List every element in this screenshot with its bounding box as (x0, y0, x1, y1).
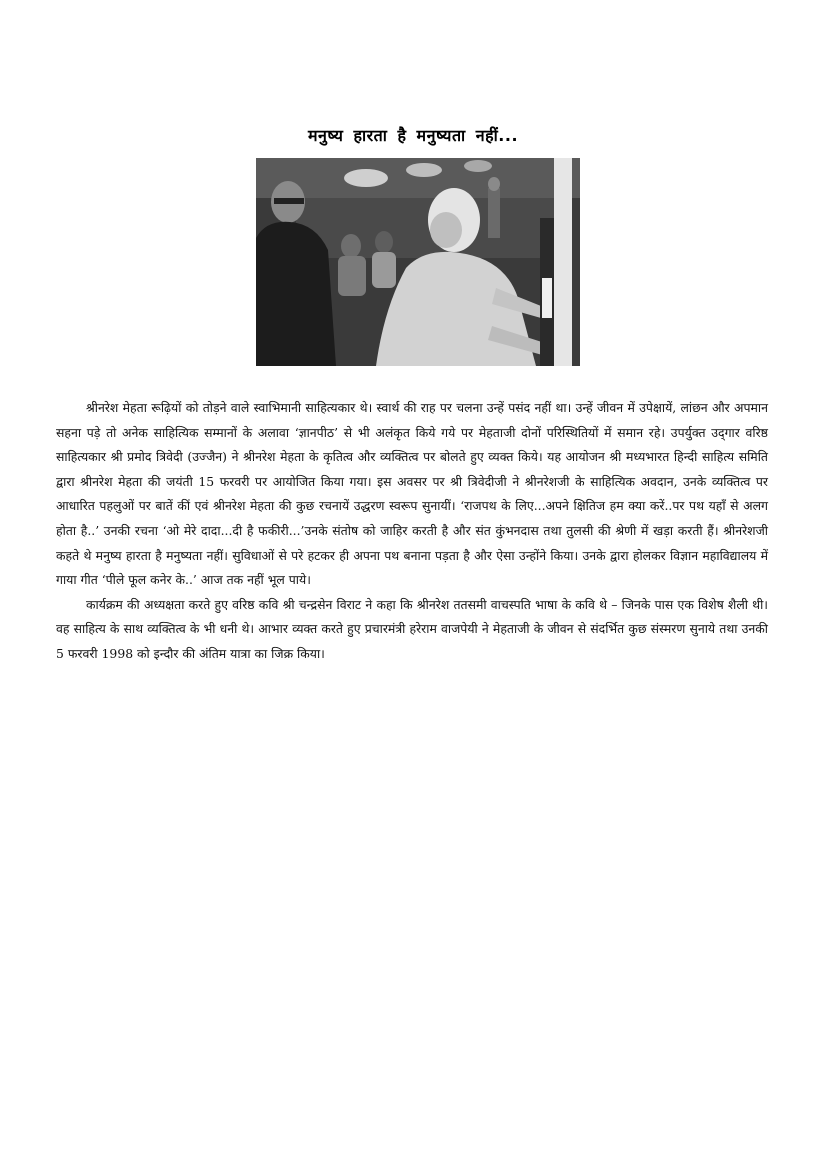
article-paragraph: कार्यक्रम की अध्यक्षता करते हुए वरिष्ठ कवि श्री चन्द्रसेन विराट ने कहा कि श्रीनरेश ततसमी वाचस्पति भाषा के कवि थे – जिनके पास एक विशेष शैली थी। वह साहित्य के साथ व्यक्तित्व के भी धनी थे। आभार व्यक्त करते हुए प्रचारमंत्री हरेराम वाजपेयी ने मेहताजी के जीवन से संदर्भित कुछ संस्मरण सुनाये तथा उनकी 5 फरवरी 1998 को इन्दौर की अंतिम यात्रा का जिक्र किया। (56, 596, 768, 661)
article-body (56, 396, 768, 667)
photo-illustration (256, 158, 580, 366)
event-photo (256, 158, 580, 366)
article-headline: मनुष्य हारता है मनुष्यता नहीं... (307, 126, 519, 145)
article-paragraph: श्रीनरेश मेहता रूढ़ियों को तोड़ने वाले स्वाभिमानी साहित्यकार थे। स्वार्थ की राह पर चलना उन्हें पसंद नहीं था। उन्हें जीवन में उपेक्षायें, लांछन और अपमान सहना पड़े तो अनेक साहित्यिक सम्मानों के अलावा ‘ज्ञानपीठ’ से भी अलंकृत किये गये पर मेहताजी दोनों परिस्थितियों में समान रहे। उपर्युक्त उद्‌गार वरिष्ठ साहित्यकार श्री प्रमोद त्रिवेदी (उज्जैन) ने श्रीनरेश मेहता के कृतित्व और व्यक्तित्व पर बोलते हुए व्यक्त किये। यह आयोजन श्री मध्यभारत हिन्दी साहित्य समिति द्वारा श्रीनरेश मेहता की जयंती 15 फरवरी पर आयोजित किया गया। इस अवसर पर श्री त्रिवेदीजी ने श्रीनरेशजी के साहित्यिक अवदान, उनके व्यक्तित्व पर आधारित पहलुओं पर बातें कीं एवं श्रीनरेश मेहता की कुछ रचनायें उद्धरण स्वरूप सुनायीं। ‘राजपथ के लिए...अपने क्षितिज हम क्या करें..पर पथ यहाँ से अलग होता है..’ उनकी रचना ‘ओ मेरे दादा...दी है फकीरी...’उनके संतोष को जाहिर करती है और संत कुंभनदास तथा तुलसी की श्रेणी में खड़ा करती हैं। श्रीनरेशजी कहते थे मनुष्य हारता है मनुष्यता नहीं। सुविधाओं से परे हटकर ही अपना पथ बनाना पड़ता है और ऐसा उन्होंने किया। उनके द्वारा होलकर विज्ञान महाविद्यालय में गाया गीत ‘पीले फूल कनेर के..’ आज तक नहीं भूल पाये। (56, 400, 768, 588)
